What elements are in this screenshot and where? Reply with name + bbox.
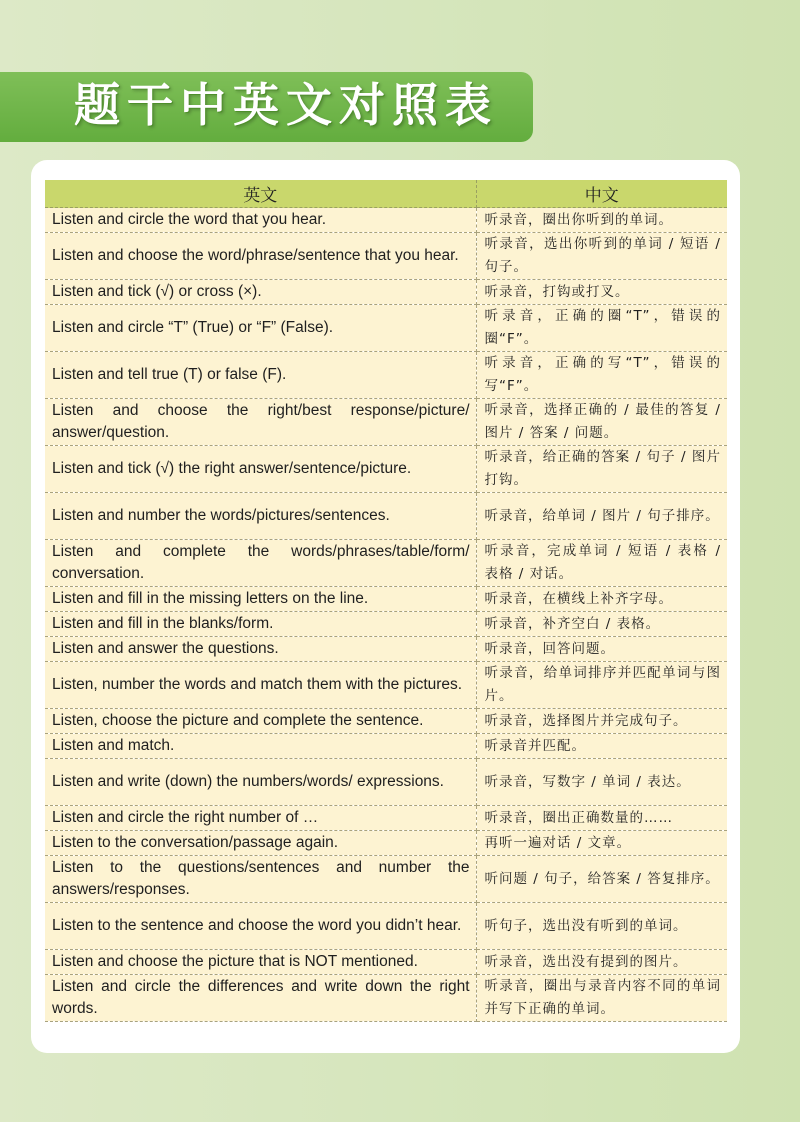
chinese-translation: 听录音，完成单词 / 短语 / 表格 / 表格 / 对话。 — [476, 540, 727, 587]
table-row — [45, 975, 727, 1022]
table-row — [45, 352, 727, 399]
chinese-translation: 听录音，选择图片并完成句子。 — [476, 709, 727, 734]
chinese-translation: 听录音，打钩或打叉。 — [476, 280, 727, 305]
table-row — [45, 446, 727, 493]
table-row — [45, 233, 727, 280]
english-instruction: Listen to the questions/sentences and number the answers/responses. — [45, 856, 476, 903]
header-english: 英文 — [45, 180, 476, 208]
chinese-translation: 听问题 / 句子，给答案 / 答复排序。 — [476, 856, 727, 903]
table-row — [45, 208, 727, 233]
english-instruction: Listen and circle the word that you hear. — [45, 208, 476, 233]
table-row — [45, 856, 727, 903]
chinese-translation: 再听一遍对话 / 文章。 — [476, 831, 727, 856]
table-row — [45, 759, 727, 806]
chinese-translation: 听录音，选出没有提到的图片。 — [476, 950, 727, 975]
translation-table — [45, 180, 727, 1022]
english-instruction: Listen, choose the picture and complete the sentence. — [45, 709, 476, 734]
header-chinese: 中文 — [476, 180, 727, 208]
chinese-translation: 听录音，圈出正确数量的…… — [476, 806, 727, 831]
english-instruction: Listen and fill in the blanks/form. — [45, 612, 476, 637]
english-instruction: Listen and match. — [45, 734, 476, 759]
table-row — [45, 662, 727, 709]
table-row — [45, 399, 727, 446]
chinese-translation: 听录音，正确的写“T”，错误的写“F”。 — [476, 352, 727, 399]
english-instruction: Listen and tick (√) or cross (×). — [45, 280, 476, 305]
chinese-translation: 听句子，选出没有听到的单词。 — [476, 903, 727, 950]
english-instruction: Listen and fill in the missing letters on the line. — [45, 587, 476, 612]
english-instruction: Listen and choose the right/best response/picture/ answer/question. — [45, 399, 476, 446]
table-row — [45, 587, 727, 612]
table-row — [45, 831, 727, 856]
english-instruction: Listen to the conversation/passage again. — [45, 831, 476, 856]
table-row — [45, 280, 727, 305]
english-instruction: Listen and write (down) the numbers/words/ expressions. — [45, 759, 476, 806]
chinese-translation: 听录音，圈出你听到的单词。 — [476, 208, 727, 233]
chinese-translation: 听录音，选出你听到的单词 / 短语 / 句子。 — [476, 233, 727, 280]
english-instruction: Listen and tick (√) the right answer/sentence/picture. — [45, 446, 476, 493]
table-row — [45, 806, 727, 831]
chinese-translation: 听录音并匹配。 — [476, 734, 727, 759]
english-instruction: Listen and circle “T” (True) or “F” (False). — [45, 305, 476, 352]
table-row — [45, 612, 727, 637]
english-instruction: Listen to the sentence and choose the word you didn’t hear. — [45, 903, 476, 950]
table-row — [45, 305, 727, 352]
table-row — [45, 540, 727, 587]
chinese-translation: 听录音，在横线上补齐字母。 — [476, 587, 727, 612]
english-instruction: Listen and complete the words/phrases/table/form/ conversation. — [45, 540, 476, 587]
page-title: 题干中英文对照表 — [74, 78, 498, 132]
chinese-translation: 听录音，给单词 / 图片 / 句子排序。 — [476, 493, 727, 540]
chinese-translation: 听录音，给正确的答案 / 句子 / 图片打钩。 — [476, 446, 727, 493]
english-instruction: Listen and circle the differences and write down the right words. — [45, 975, 476, 1022]
chinese-translation: 听录音，选择正确的 / 最佳的答复 / 图片 / 答案 / 问题。 — [476, 399, 727, 446]
chinese-translation: 听录音，写数字 / 单词 / 表达。 — [476, 759, 727, 806]
table-header-row — [45, 180, 727, 208]
english-instruction: Listen and circle the right number of … — [45, 806, 476, 831]
chinese-translation: 听录音，补齐空白 / 表格。 — [476, 612, 727, 637]
table-row — [45, 903, 727, 950]
table-row — [45, 734, 727, 759]
english-instruction: Listen and tell true (T) or false (F). — [45, 352, 476, 399]
english-instruction: Listen and choose the picture that is NOT mentioned. — [45, 950, 476, 975]
english-instruction: Listen and choose the word/phrase/sentence that you hear. — [45, 233, 476, 280]
table-row — [45, 493, 727, 540]
chinese-translation: 听录音，正确的圈“T”，错误的圈“F”。 — [476, 305, 727, 352]
table-row — [45, 950, 727, 975]
english-instruction: Listen, number the words and match them with the pictures. — [45, 662, 476, 709]
english-instruction: Listen and answer the questions. — [45, 637, 476, 662]
english-instruction: Listen and number the words/pictures/sentences. — [45, 493, 476, 540]
table-row — [45, 637, 727, 662]
chinese-translation: 听录音，圈出与录音内容不同的单词并写下正确的单词。 — [476, 975, 727, 1022]
table-row — [45, 709, 727, 734]
chinese-translation: 听录音，给单词排序并匹配单词与图片。 — [476, 662, 727, 709]
chinese-translation: 听录音，回答问题。 — [476, 637, 727, 662]
